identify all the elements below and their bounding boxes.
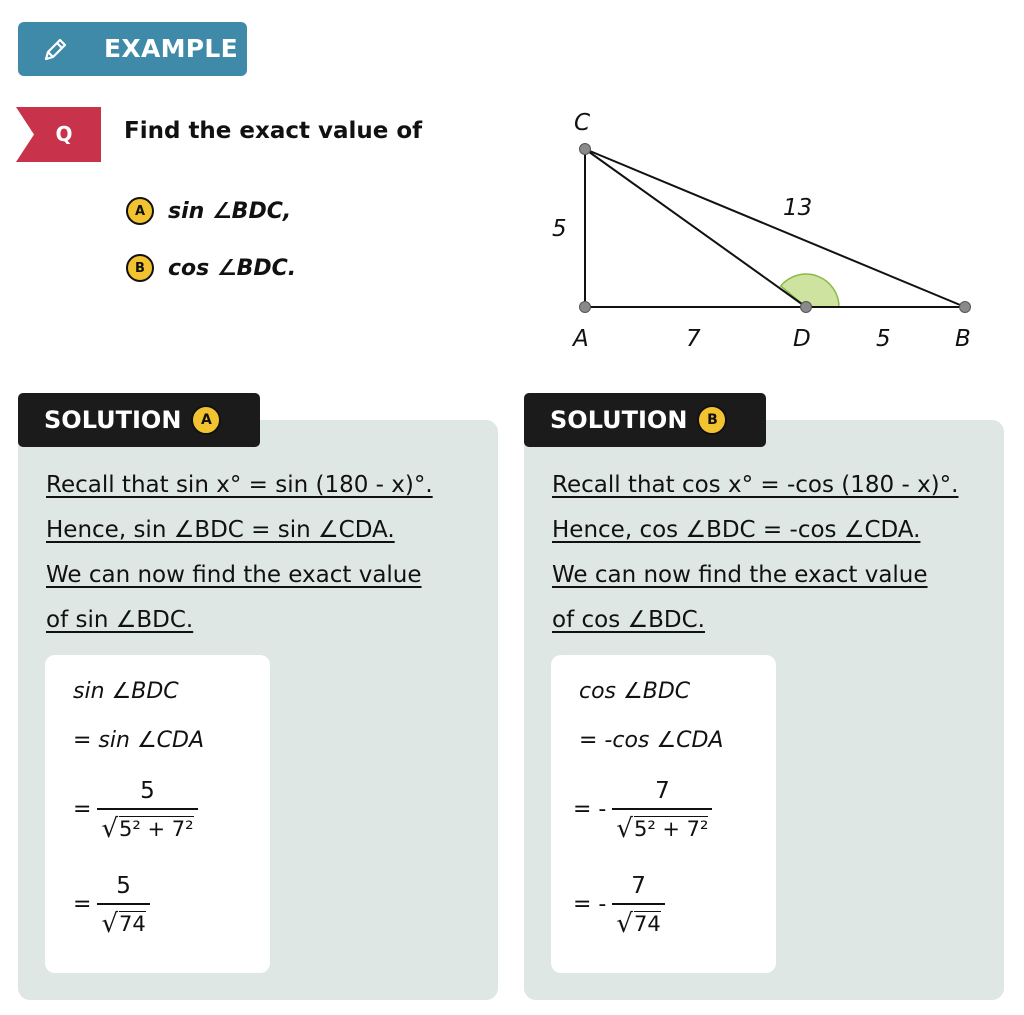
question-tag xyxy=(16,107,102,167)
solution-a-fraction-1 xyxy=(73,778,198,844)
numerator: 5 xyxy=(140,778,155,804)
equals-sign: = xyxy=(73,796,92,822)
part-b-text: cos ∠BDC. xyxy=(168,255,297,281)
point-d xyxy=(801,302,812,313)
numerator: 5 xyxy=(116,873,131,899)
recall-line: of sin ∠BDC. xyxy=(46,607,194,633)
length-cb: 13 xyxy=(783,195,813,221)
recall-line: We can now find the exact value xyxy=(46,562,422,588)
part-a-marker: A xyxy=(126,197,154,225)
denominator-radicand: 5² + 7² xyxy=(633,817,709,841)
pencil-icon xyxy=(40,35,70,65)
numerator: 7 xyxy=(655,778,670,804)
solution-a-header xyxy=(18,393,260,447)
recall-line: Recall that cos x° = -cos (180 - x)°. xyxy=(552,472,959,498)
sqrt-icon: √ xyxy=(616,909,633,939)
solution-a-marker: A xyxy=(191,405,221,435)
working-line-1: sin ∠BDC xyxy=(73,679,179,704)
recall-line: Hence, sin ∠BDC = sin ∠CDA. xyxy=(46,517,395,543)
equals-sign: = - xyxy=(573,796,607,822)
part-b xyxy=(126,254,296,282)
denominator-radicand: 74 xyxy=(633,912,661,936)
example-label: EXAMPLE xyxy=(104,34,239,63)
recall-line: Recall that sin x° = sin (180 - x)°. xyxy=(46,472,433,498)
sqrt-icon: √ xyxy=(616,814,633,844)
recall-line: Hence, cos ∠BDC = -cos ∠CDA. xyxy=(552,517,921,543)
solution-b-marker: B xyxy=(697,405,727,435)
part-b-marker: B xyxy=(126,254,154,282)
label-a: A xyxy=(573,326,589,352)
solution-b-title: SOLUTION xyxy=(550,406,688,434)
part-a-text: sin ∠BDC, xyxy=(168,198,292,224)
example-badge xyxy=(18,22,247,76)
point-a xyxy=(580,302,591,313)
sqrt-icon: √ xyxy=(101,814,119,844)
triangle-diagram xyxy=(540,100,1000,360)
side-cb xyxy=(585,149,965,307)
solution-a-title: SOLUTION xyxy=(44,406,182,434)
length-ac: 5 xyxy=(552,216,567,242)
denominator-radicand: 5² + 7² xyxy=(119,817,194,841)
question-tag-label: Q xyxy=(55,122,73,146)
denominator-radicand: 74 xyxy=(119,912,146,936)
recall-line: We can now find the exact value xyxy=(552,562,928,588)
working-line-1: cos ∠BDC xyxy=(579,679,691,704)
length-ad: 7 xyxy=(686,326,701,352)
point-c xyxy=(580,144,591,155)
label-d: D xyxy=(793,326,811,352)
label-b: B xyxy=(955,326,971,352)
equals-sign: = xyxy=(73,891,92,917)
solution-b-fraction-2 xyxy=(573,873,665,939)
solution-b-fraction-1 xyxy=(573,778,712,844)
working-line-2: = -cos ∠CDA xyxy=(579,728,724,753)
angle-bdc-marker xyxy=(781,274,839,307)
point-b xyxy=(960,302,971,313)
recall-line: of cos ∠BDC. xyxy=(552,607,705,633)
solution-b-recall xyxy=(552,463,992,643)
solution-b-header xyxy=(524,393,766,447)
solution-a-fraction-2 xyxy=(73,873,150,939)
length-db: 5 xyxy=(876,326,891,352)
numerator: 7 xyxy=(631,873,646,899)
label-c: C xyxy=(574,110,591,136)
solution-a-recall xyxy=(46,463,486,643)
sqrt-icon: √ xyxy=(101,909,119,939)
question-prompt: Find the exact value of xyxy=(124,118,423,144)
part-a xyxy=(126,197,291,225)
working-line-2: = sin ∠CDA xyxy=(73,728,205,753)
equals-sign: = - xyxy=(573,891,607,917)
